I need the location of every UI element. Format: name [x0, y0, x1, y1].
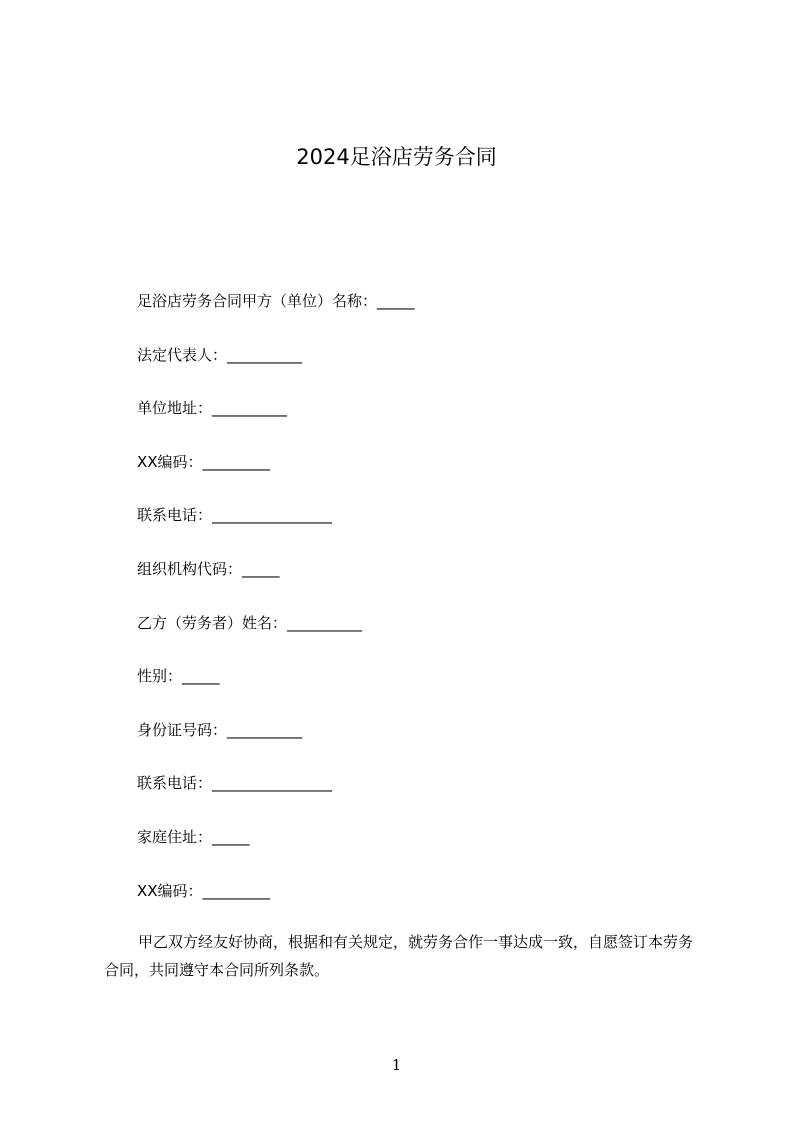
id-number-field: 身份证号码：__________	[137, 720, 303, 739]
home-address-field: 家庭住址：_____	[137, 827, 250, 846]
party-a-postal-code-field: XX编码：_________	[137, 452, 271, 471]
party-a-phone-field: 联系电话：________________	[137, 506, 333, 525]
contract-fields-list	[137, 288, 697, 931]
party-a-address-field: 单位地址：__________	[137, 399, 288, 418]
page-number: 1	[391, 1056, 402, 1074]
party-a-name-field: 足浴店劳务合同甲方（单位）名称：_____	[137, 292, 415, 310]
party-b-name-field: 乙方（劳务者）姓名：__________	[137, 613, 363, 632]
gender-field: 性别：_____	[137, 667, 220, 686]
party-b-postal-code-field: XX编码：_________	[137, 881, 271, 900]
legal-representative-field: 法定代表人：__________	[137, 345, 303, 364]
organization-code-field: 组织机构代码：_____	[137, 559, 280, 578]
document-title: 2024足浴店劳务合同	[296, 145, 497, 169]
agreement-paragraph: 甲乙双方经友好协商，根据和有关规定，就劳务合作一事达成一致，自愿签订本劳务合同，共同遵守本合同所列条款。	[104, 933, 694, 979]
party-b-phone-field: 联系电话：________________	[137, 774, 333, 793]
